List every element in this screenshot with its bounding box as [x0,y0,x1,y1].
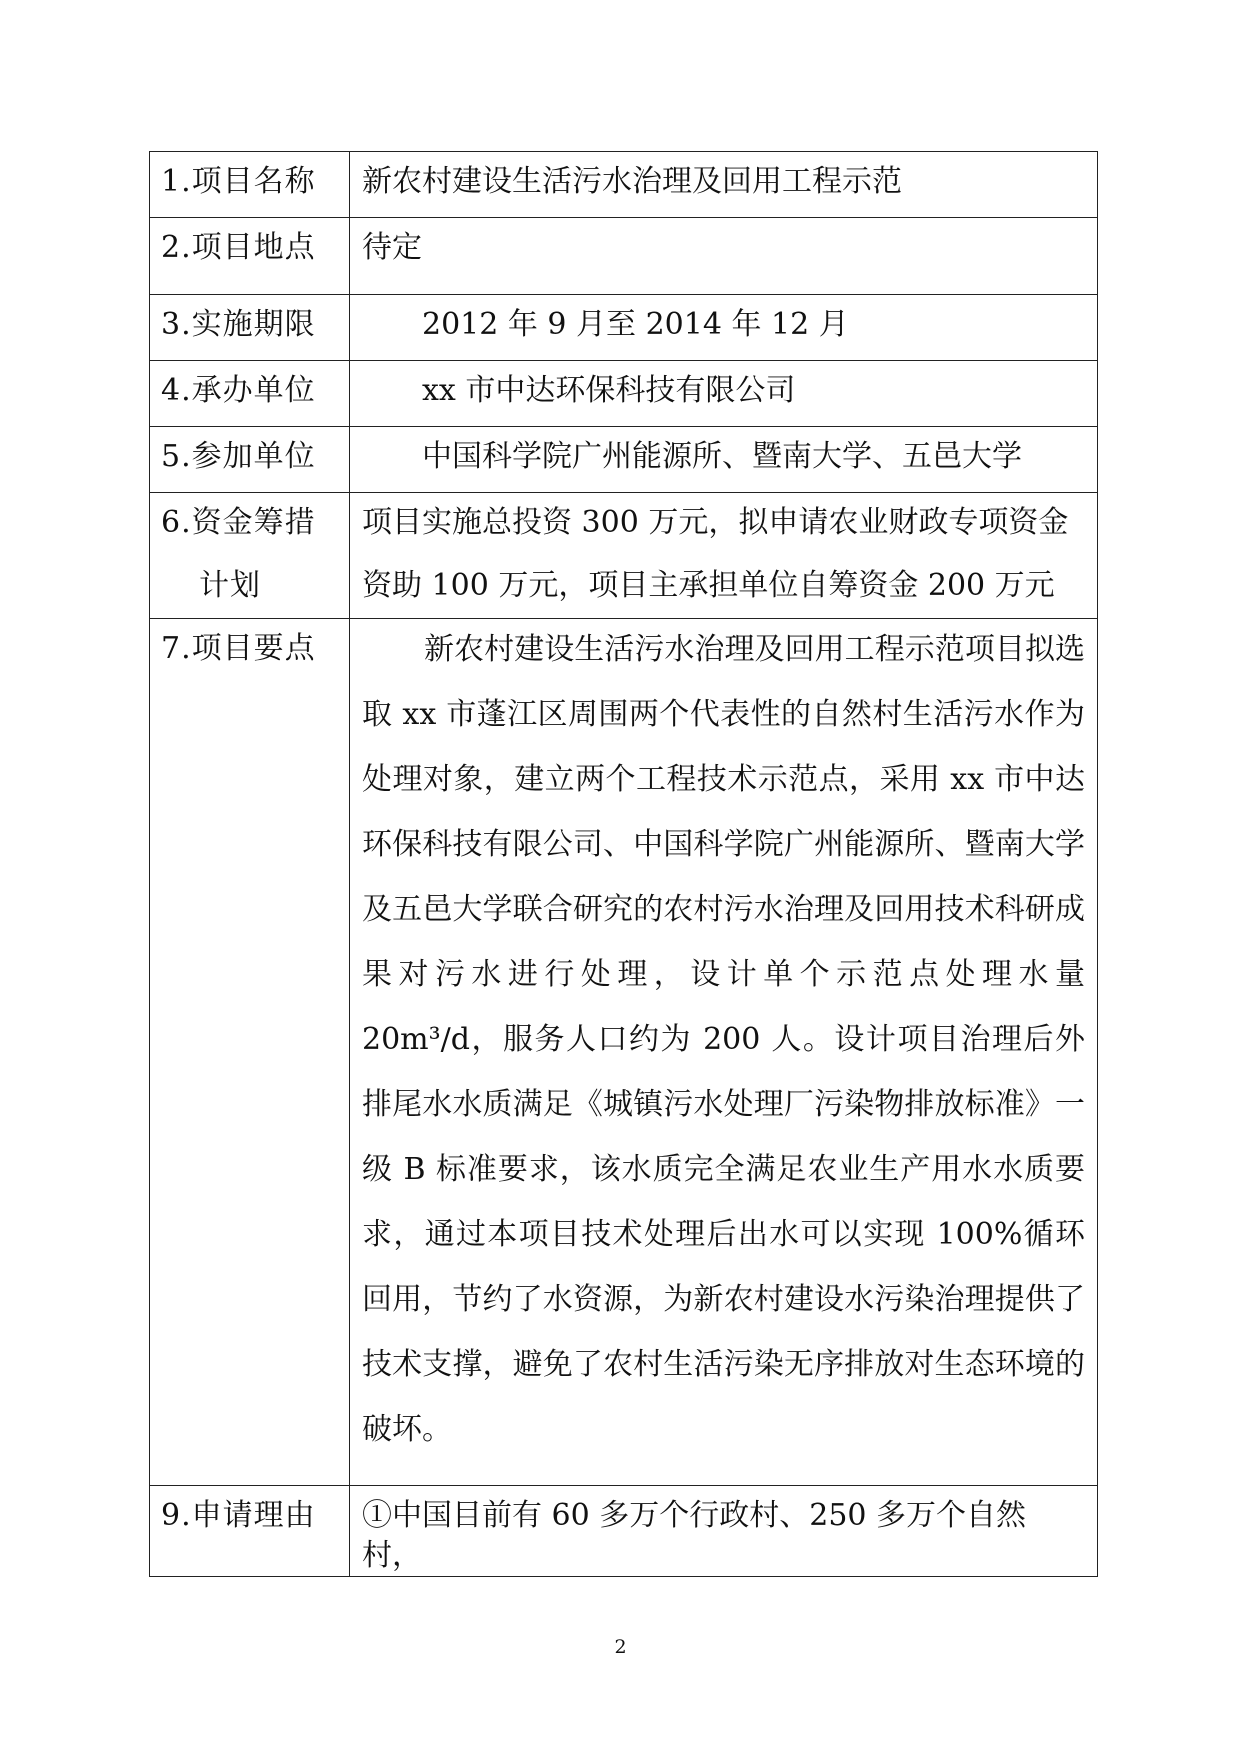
row-label-cell [150,619,350,1486]
row-label-cell [150,427,350,493]
funding-plan-label: 6.资金筹措 [161,505,316,540]
row-label-cell [150,295,350,361]
project-key-points-text: 新农村建设生活污水治理及回用工程示范项目拟选取 xx 市蓬江区周围两个代表性的自然村生活污水作为处理对象，建立两个工程技术示范点，采用 xx 市中达环保科技有限公司、中国科学院广州能源所、暨南大学及五邑大学联合研究的农村污水治理及回用技术科研成果对污水进行处理，设计单个示范点处理水量 20m³/d，服务人口约为 200 人。设计项目治理后外排尾水水质满足《城镇污水处理厂污染物排放标准》一级 B 标准要求，该水质完全满足农业生产用水水质要求，通过本项目技术处理后出水可以实现 100%循环回用，节约了水资源，为新农村建设水污染治理提供了技术支撑，避免了农村生活污染无序排放对生态环境的破坏。 [362,632,1085,1447]
row-label-cell [150,218,350,295]
project-key-points-label: 7.项目要点 [161,631,316,666]
row-label-cell [150,493,350,619]
row-label-cell [150,1486,350,1577]
table-row [150,218,1098,295]
project-name-label: 1.项目名称 [161,164,316,199]
implementation-period-value: 2012 年 9 月至 2014 年 12 月 [422,307,849,342]
row-value-cell [350,218,1098,295]
project-info-table [149,151,1098,1577]
table-row [150,295,1098,361]
table-row [150,1486,1098,1577]
implementation-period-label: 3.实施期限 [161,307,316,342]
row-value-cell [350,1486,1098,1577]
application-reason-value: ①中国目前有 60 多万个行政村、250 多万个自然村， [362,1498,1027,1573]
row-value-cell [350,493,1098,619]
row-value-cell [350,295,1098,361]
row-value-cell [350,152,1098,218]
table-row [150,619,1098,1486]
participating-units-label: 5.参加单位 [161,439,316,474]
table-row [150,427,1098,493]
table-row [150,493,1098,619]
page-number: 2 [614,1636,627,1658]
table-row [150,152,1098,218]
undertaking-unit-value: xx 市中达环保科技有限公司 [422,373,796,408]
funding-plan-line: 项目实施总投资 300 万元，拟申请农业财政专项资金 [362,505,1069,540]
row-label-cell [150,361,350,427]
table-row [150,361,1098,427]
row-value-cell [350,361,1098,427]
row-label-cell [150,152,350,218]
row-value-cell [350,619,1098,1486]
project-location-label: 2.项目地点 [161,230,316,265]
project-location-value: 待定 [362,230,422,265]
application-reason-label: 9.申请理由 [161,1498,316,1533]
funding-plan-label-cont: 计划 [199,568,261,603]
project-name-value: 新农村建设生活污水治理及回用工程示范 [362,164,902,199]
participating-units-value: 中国科学院广州能源所、暨南大学、五邑大学 [422,439,1022,474]
undertaking-unit-label: 4.承办单位 [161,373,316,408]
funding-plan-line: 资助 100 万元，项目主承担单位自筹资金 200 万元 [362,568,1055,603]
row-value-cell [350,427,1098,493]
